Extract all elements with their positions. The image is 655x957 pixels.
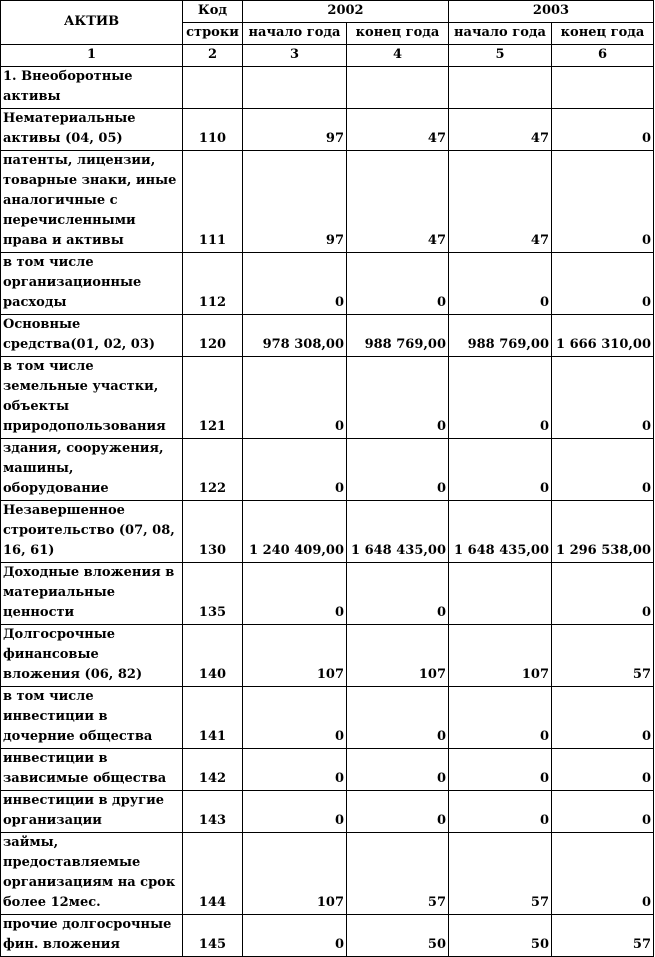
value-cell: 1 648 435,00 [449, 501, 552, 563]
row-code: 111 [183, 151, 243, 253]
value-cell: 57 [347, 833, 449, 915]
column-number: 5 [449, 45, 552, 67]
value-cell: 47 [347, 109, 449, 151]
value-cell [552, 67, 654, 109]
row-code: 122 [183, 439, 243, 501]
row-label: здания, сооружения, машины, оборудование [1, 439, 183, 501]
row-code: 121 [183, 357, 243, 439]
end-2002-header: конец года [347, 23, 449, 45]
row-label: 1. Внеоборотные активы [1, 67, 183, 109]
table-row [1, 151, 654, 253]
table-row [1, 625, 654, 687]
value-cell: 107 [347, 625, 449, 687]
value-cell: 0 [243, 563, 347, 625]
value-cell: 0 [243, 439, 347, 501]
column-number: 3 [243, 45, 347, 67]
row-label: в том числе организационные расходы [1, 253, 183, 315]
row-code: 140 [183, 625, 243, 687]
row-code: 110 [183, 109, 243, 151]
value-cell: 0 [552, 563, 654, 625]
value-cell [449, 67, 552, 109]
end-2003-header: конец года [552, 23, 654, 45]
value-cell: 0 [347, 439, 449, 501]
row-code: 120 [183, 315, 243, 357]
value-cell: 97 [243, 109, 347, 151]
year-2003-header: 2003 [449, 1, 654, 23]
row-label: в том числе земельные участки, объекты природопользования [1, 357, 183, 439]
value-cell: 107 [243, 625, 347, 687]
value-cell: 0 [552, 833, 654, 915]
value-cell: 0 [449, 749, 552, 791]
column-number: 2 [183, 45, 243, 67]
row-code: 144 [183, 833, 243, 915]
value-cell [347, 67, 449, 109]
row-code: 130 [183, 501, 243, 563]
value-cell: 0 [552, 109, 654, 151]
row-label: патенты, лицензии, товарные знаки, иные аналогичные с перечисленными права и активы [1, 151, 183, 253]
value-cell: 57 [552, 915, 654, 957]
asset-header: АКТИВ [1, 1, 183, 45]
value-cell: 0 [347, 357, 449, 439]
start-2002-header: начало года [243, 23, 347, 45]
header-row-years [1, 1, 654, 23]
row-code: 145 [183, 915, 243, 957]
row-label: прочие долгосрочные фин. вложения [1, 915, 183, 957]
value-cell: 0 [243, 791, 347, 833]
value-cell: 0 [243, 253, 347, 315]
value-cell: 57 [552, 625, 654, 687]
row-code: 112 [183, 253, 243, 315]
value-cell: 0 [552, 357, 654, 439]
value-cell: 0 [347, 687, 449, 749]
value-cell [449, 563, 552, 625]
row-label: инвестиции в другие организации [1, 791, 183, 833]
value-cell: 988 769,00 [347, 315, 449, 357]
row-label: Долгосрочные финансовые вложения (06, 82) [1, 625, 183, 687]
table-row [1, 67, 654, 109]
row-label: инвестиции в зависимые общества [1, 749, 183, 791]
value-cell: 50 [347, 915, 449, 957]
value-cell: 0 [552, 151, 654, 253]
row-code: 142 [183, 749, 243, 791]
row-label: Нематериальные активы (04, 05) [1, 109, 183, 151]
value-cell: 988 769,00 [449, 315, 552, 357]
value-cell: 107 [243, 833, 347, 915]
value-cell: 1 666 310,00 [552, 315, 654, 357]
table-row [1, 315, 654, 357]
table-row [1, 915, 654, 957]
table-row [1, 687, 654, 749]
row-code [183, 67, 243, 109]
year-2002-header: 2002 [243, 1, 449, 23]
value-cell: 0 [347, 563, 449, 625]
row-label: Доходные вложения в материальные ценности [1, 563, 183, 625]
value-cell: 0 [449, 687, 552, 749]
row-code: 143 [183, 791, 243, 833]
value-cell [243, 67, 347, 109]
table-row [1, 563, 654, 625]
row-label: займы, предоставляемые организациям на срок более 12мес. [1, 833, 183, 915]
value-cell: 0 [552, 687, 654, 749]
row-label: Основные средства(01, 02, 03) [1, 315, 183, 357]
value-cell: 0 [449, 253, 552, 315]
value-cell: 0 [552, 791, 654, 833]
value-cell: 47 [449, 109, 552, 151]
column-number: 1 [1, 45, 183, 67]
code-header-line1: Код [183, 1, 243, 23]
table-row [1, 357, 654, 439]
value-cell: 107 [449, 625, 552, 687]
row-code: 135 [183, 563, 243, 625]
column-number: 6 [552, 45, 654, 67]
value-cell: 978 308,00 [243, 315, 347, 357]
table-row [1, 501, 654, 563]
column-number-row [1, 45, 654, 67]
column-number: 4 [347, 45, 449, 67]
value-cell: 0 [449, 439, 552, 501]
table-row [1, 791, 654, 833]
value-cell: 0 [449, 357, 552, 439]
value-cell: 97 [243, 151, 347, 253]
value-cell: 0 [449, 791, 552, 833]
value-cell: 1 296 538,00 [552, 501, 654, 563]
value-cell: 0 [347, 253, 449, 315]
value-cell: 0 [347, 749, 449, 791]
value-cell: 1 648 435,00 [347, 501, 449, 563]
start-2003-header: начало года [449, 23, 552, 45]
value-cell: 0 [243, 687, 347, 749]
value-cell: 50 [449, 915, 552, 957]
table-row [1, 439, 654, 501]
value-cell: 0 [243, 915, 347, 957]
row-label: в том числе инвестиции в дочерние общества [1, 687, 183, 749]
code-header-line2: строки [183, 23, 243, 45]
row-label: Незавершенное строительство (07, 08, 16, 61) [1, 501, 183, 563]
table-row [1, 109, 654, 151]
value-cell: 0 [243, 357, 347, 439]
table-row [1, 749, 654, 791]
value-cell: 57 [449, 833, 552, 915]
value-cell: 0 [552, 439, 654, 501]
value-cell: 0 [552, 253, 654, 315]
value-cell: 0 [347, 791, 449, 833]
value-cell: 47 [347, 151, 449, 253]
value-cell: 1 240 409,00 [243, 501, 347, 563]
table-row [1, 253, 654, 315]
table-row [1, 833, 654, 915]
row-code: 141 [183, 687, 243, 749]
value-cell: 0 [552, 749, 654, 791]
value-cell: 0 [243, 749, 347, 791]
value-cell: 47 [449, 151, 552, 253]
